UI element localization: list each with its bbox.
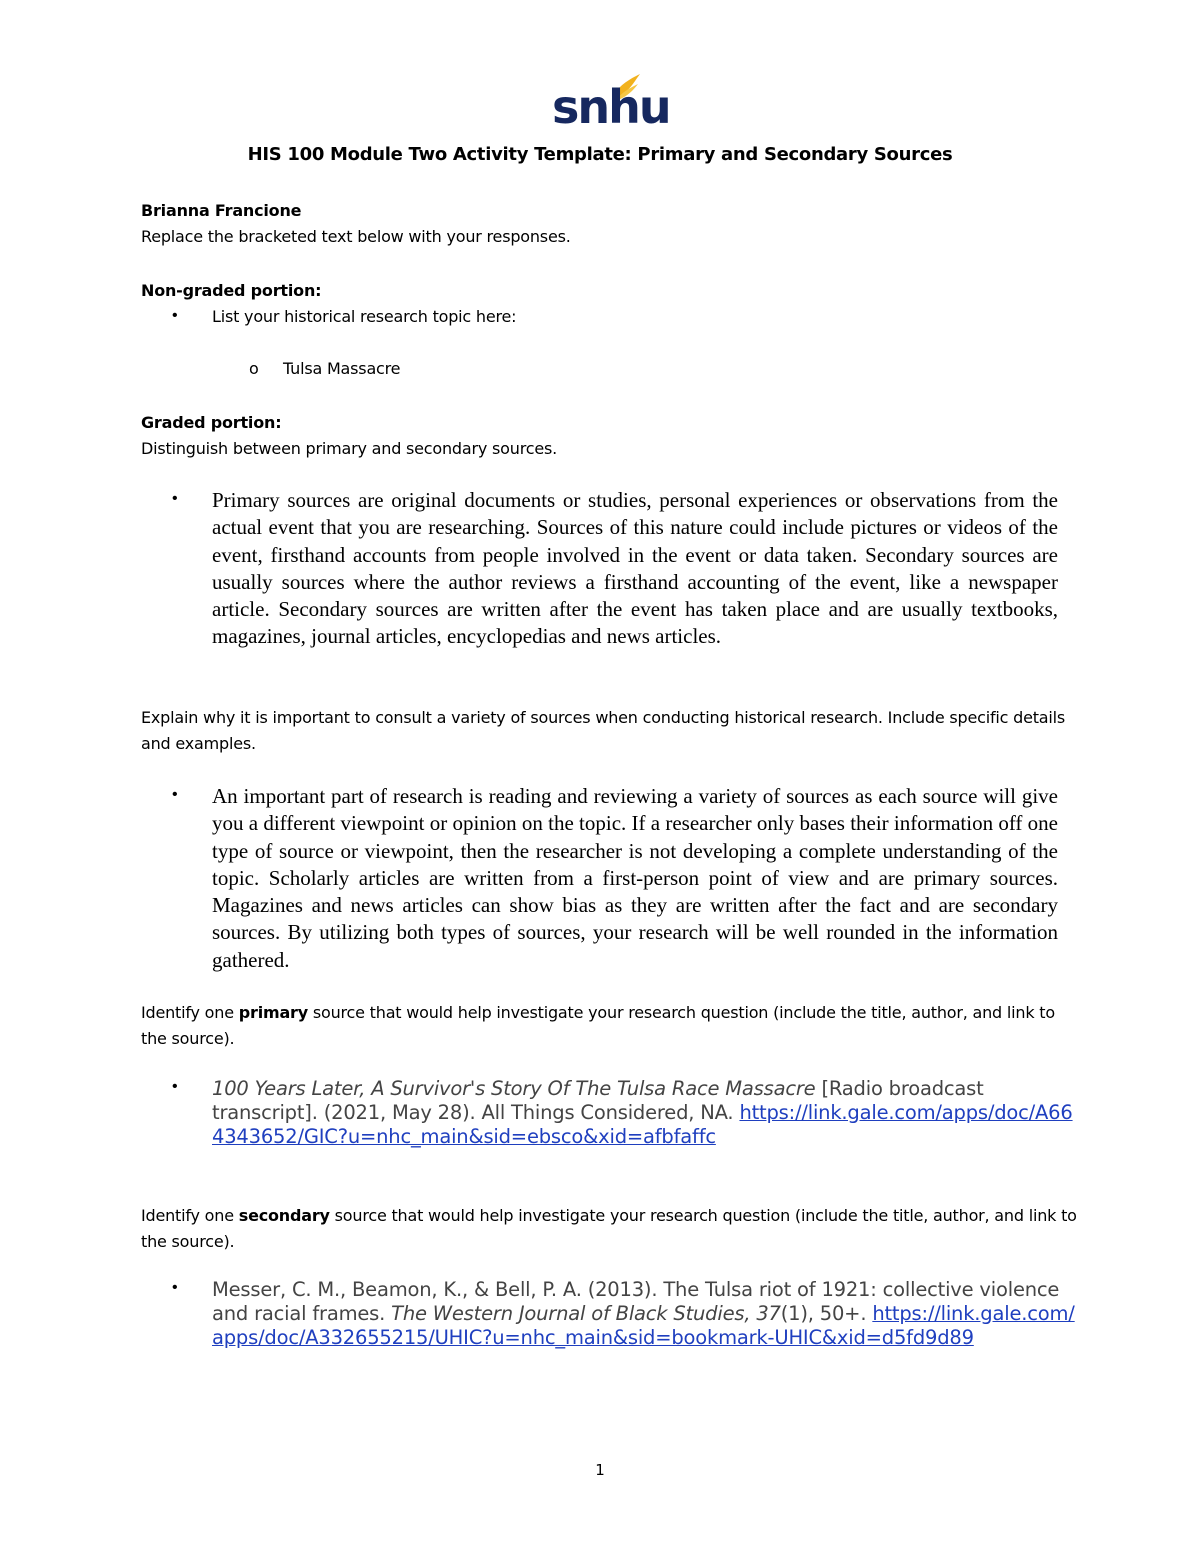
bullet: • [172,1078,178,1095]
primary-source-reference: 100 Years Later, A Survivor's Story Of The Tulsa Race Massacre [Radio broadcast transcript]. (2021, May 28). All Things Considered, NA. https://link.gale.com/apps/doc/A664343652/GIC?u=nhc_main&sid=ebsco&xid=afbfaffc [212,1077,1073,1148]
primary-source-title: 100 Years Later, A Survivor's Story Of The Tulsa Race Massacre [212,1077,816,1100]
distinguish-prompt: Distinguish between primary and secondary sources. [141,439,557,458]
sub-bullet: o [249,359,259,378]
research-topic: Tulsa Massacre [283,359,401,378]
secondary-source-reference: Messer, C. M., Beamon, K., & Bell, P. A. (2013). The Tulsa riot of 1921: collective violence and racial frames. The Western Journal of Black Studies, 37(1), 50+. https://link.gale.com/apps/doc/A332655215/UHIC?u=nhc_main&sid=bookmark-UHIC&xid=d5fd9d89 [212,1278,1075,1349]
secondary-source-prompt: Identify one secondary source that would help investigate your research question (include the title, author, and link to the source). [141,1206,1077,1251]
journal-title: The Western Journal of Black Studies, 37 [391,1302,781,1325]
bullet: • [172,1279,178,1296]
topic-prompt: List your historical research topic here: [212,307,517,326]
distinguish-answer: Primary sources are original documents or studies, personal experiences or observations from the actual event that you are researching. Sources of this nature could include pictures or videos of the event, firsthand accounts from people involved in the event or data taken. Secondary sources are usually sources where the author reviews a firsthand accounting of the event, like a newspaper article. Secondary sources are written after the event has taken place and are usually textbooks, magazines, journal articles, encyclopedias and news articles. [212,488,1058,649]
bullet: • [172,307,178,324]
snhu-logo [552,72,670,134]
non-graded-heading: Non-graded portion: [141,281,322,300]
page-number: 1 [595,1461,605,1479]
secondary-emphasis: secondary [238,1206,330,1225]
secondary-source-link[interactable]: https://link.gale.com/apps/doc/A332655215/UHIC?u=nhc_main&sid=bookmark-UHIC&xid=d5fd9d89 [212,1302,1075,1349]
bullet: • [172,490,178,507]
graded-heading: Graded portion: [141,413,282,432]
author-name: Brianna Francione [141,201,302,220]
bullet: • [172,786,178,803]
instructions-text: Replace the bracketed text below with your responses. [141,227,571,246]
primary-source-prompt: Identify one primary source that would help investigate your research question (include the title, author, and link to the source). [141,1003,1055,1048]
explain-answer: An important part of research is reading and reviewing a variety of sources as each source will give you a different viewpoint or opinion on the topic. If a researcher only bases their information off one type of source or viewpoint, then the researcher is not developing a complete understanding of the topic. Scholarly articles are written from a first-person point of view and are primary sources. Magazines and news articles can show bias as they are written after the fact and are secondary sources. By utilizing both types of sources, your research will be well rounded in the information gathered. [212,784,1058,972]
primary-source-link[interactable]: https://link.gale.com/apps/doc/A664343652/GIC?u=nhc_main&sid=ebsco&xid=afbfaffc [212,1101,1073,1148]
primary-emphasis: primary [238,1003,308,1022]
document-title: HIS 100 Module Two Activity Template: Primary and Secondary Sources [247,144,953,165]
explain-prompt: Explain why it is important to consult a variety of sources when conducting historical research. Include specific details and examples. [141,708,1066,753]
logo-text: snhu [552,80,670,134]
